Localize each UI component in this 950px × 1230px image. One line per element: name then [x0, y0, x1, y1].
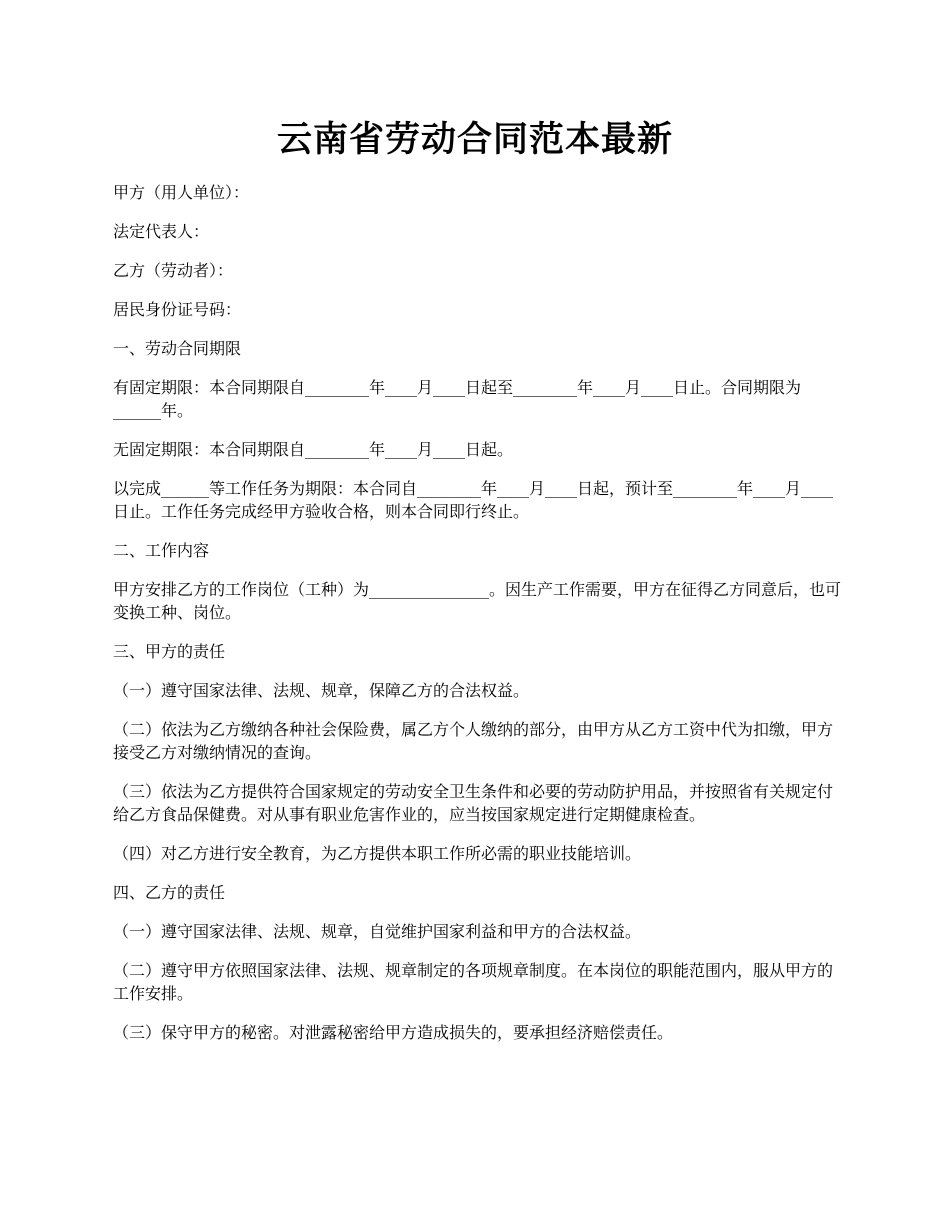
party-b-duty-3: （三）保守甲方的秘密。对泄露秘密给甲方造成损失的，要承担经济赔偿责任。: [113, 1023, 674, 1042]
section-heading-party-b-duties: 四、乙方的责任: [113, 883, 226, 902]
work-position-clause: 甲方安排乙方的工作岗位（工种）为_______________。因生产工作需要，甲方在征得乙方同意后，也可变换工种、岗位。: [113, 580, 842, 622]
party-b-line: 乙方（劳动者）：: [113, 261, 234, 280]
party-a-duty-1: （一）遵守国家法律、法规、规章，保障乙方的合法权益。: [113, 681, 530, 700]
fixed-term-clause: 有固定期限：本合同期限自________年____月____日起至________年____月____日止。合同期限为______年。: [113, 378, 802, 420]
legal-representative-line: 法定代表人：: [113, 222, 210, 241]
section-heading-term: 一、劳动合同期限: [113, 339, 242, 358]
party-b-duty-1: （一）遵守国家法律、法规、规章，自觉维护国家利益和甲方的合法权益。: [113, 922, 642, 941]
party-a-line: 甲方（用人单位）：: [113, 183, 250, 202]
id-number-line: 居民身份证号码：: [113, 300, 242, 319]
open-ended-term-clause: 无固定期限：本合同期限自________年____月____日起。: [113, 440, 514, 459]
section-heading-party-a-duties: 三、甲方的责任: [113, 642, 226, 661]
party-b-duty-2: （二）遵守甲方依照国家法律、法规、规章制定的各项规章制度。在本岗位的职能范围内，服从甲方的工作安排。: [113, 961, 834, 1003]
document-body: [113, 181, 843, 1060]
section-heading-work-content: 二、工作内容: [113, 541, 210, 560]
task-based-term-clause: 以完成______等工作任务为期限：本合同自________年____月____日起，预计至________年____月____日止。工作任务完成经甲方验收合格，则本合同即行终止。: [113, 479, 834, 521]
party-a-duty-2: （二）依法为乙方缴纳各种社会保险费，属乙方个人缴纳的部分，由甲方从乙方工资中代为扣缴，甲方接受乙方对缴纳情况的查询。: [113, 720, 834, 762]
party-a-duty-3: （三）依法为乙方提供符合国家规定的劳动安全卫生条件和必要的劳动防护用品，并按照省有关规定付给乙方食品保健费。对从事有职业危害作业的，应当按国家规定进行定期健康检查。: [113, 782, 834, 824]
document-title: 云南省劳动合同范本最新: [276, 119, 673, 160]
party-a-duty-4: （四）对乙方进行安全教育，为乙方提供本职工作所必需的职业技能培训。: [113, 844, 642, 863]
